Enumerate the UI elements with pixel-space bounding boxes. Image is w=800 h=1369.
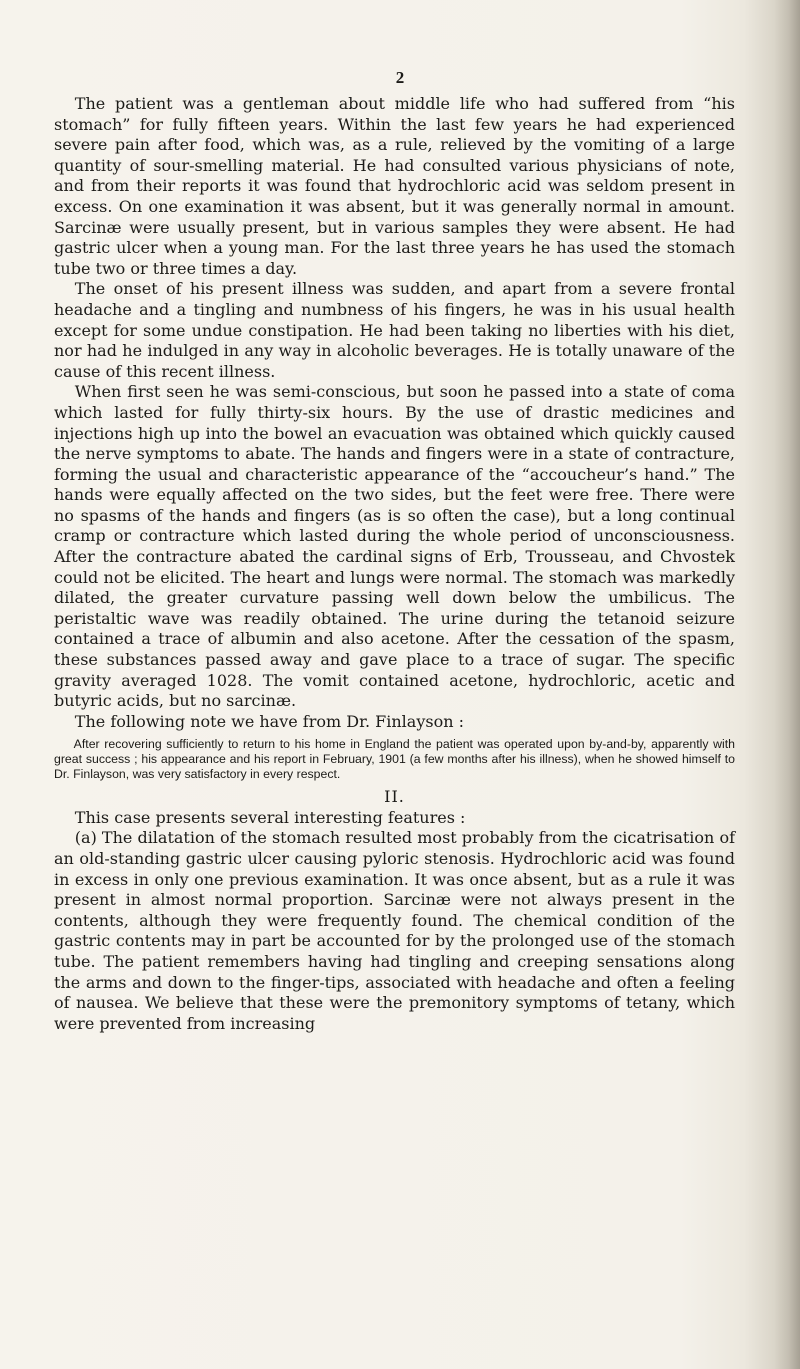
section-heading: II. xyxy=(384,787,405,807)
paragraph-features-intro: This case presents several interesting features : xyxy=(74,807,466,827)
paragraph-onset: The onset of his present illness was sudden, and apart from a severe frontal headache and a tingling and numbness of his fingers, he was in his usual health except for some undue constipation. He had been taking no liberties with his diet, nor had he indulged in any way in alcoholic beverages. He is totally unaware of the cause of this recent illness. xyxy=(54,279,735,381)
paragraph-feature-a: (a) The dilatation of the stomach resulted most probably from the cicatrisation of an old-standing gastric ulcer causing pyloric stenosis. Hydrochloric acid was found in excess in only one previous examination. It was once absent, but as a rule it was present in almost normal proportion. Sarcinæ were not always present in the contents, although they were frequently found. The chemical condition of the gastric contents may in part be accounted for by the prolonged use of the stomach tube. The patient remembers having had tingling and creeping sensations along the arms and down to the finger-tips, associated with headache and often a feeling of nausea. We believe that these were the premonitory symptoms of tetany, which were prevented from increasing xyxy=(54,828,735,1033)
binding-shadow xyxy=(774,0,800,1369)
finlayson-note: After recovering sufficiently to return to his home in England the patient was operated upon by-and-by, apparently with great success ; his appearance and his report in February, 1901 (a few months after his illness), when he showed himself to Dr. Finlayson, was very satisfactory in every respect. xyxy=(54,737,735,781)
paragraph-note-intro: The following note we have from Dr. Finlayson : xyxy=(74,711,464,731)
paragraph-examination: When first seen he was semi-conscious, but soon he passed into a state of coma which lasted for fully thirty-six hours. By the use of drastic medicines and injections high up into the bowel an evacuation was obtained which quickly caused the nerve symptoms to abate. The hands and fingers were in a state of contracture, forming the usual and characteristic appearance of the “accoucheur’s hand.” The hands were equally affected on the two sides, but the feet were free. There were no spasms of the hands and fingers (as is so often the case), but a long continual cramp or contracture which lasted during the whole period of unconsciousness. After the contracture abated the cardinal signs of Erb, Trousseau, and Chvostek could not be elicited. The heart and lungs were normal. The stomach was markedly dilated, the greater curvature passing well down below the umbilicus. The peristaltic wave was readily obtained. The urine during the tetanoid seizure contained a trace of albumin and also acetone. After the cessation of the spasm, these substances passed away and gave place to a trace of sugar. The specific gravity averaged 1028. The vomit contained acetone, hydrochloric, acetic and butyric acids, but no sarcinæ. xyxy=(54,382,735,711)
text-column xyxy=(54,94,735,1034)
page-number: 2 xyxy=(395,68,405,87)
paragraph-patient-history: The patient was a gentleman about middle life who had suffered from “his stomach” for fully fifteen years. Within the last few years he had experienced severe pain after food, which was, as a rule, relieved by the vomiting of a large quantity of sour-smelling material. He had consulted various physicians of note, and from their reports it was found that hydrochloric acid was seldom present in excess. On one examination it was absent, but it was generally normal in amount. Sarcinæ were usually present, but in various samples they were absent. He had gastric ulcer when a young man. For the last three years he has used the stomach tube two or three times a day. xyxy=(54,94,735,278)
